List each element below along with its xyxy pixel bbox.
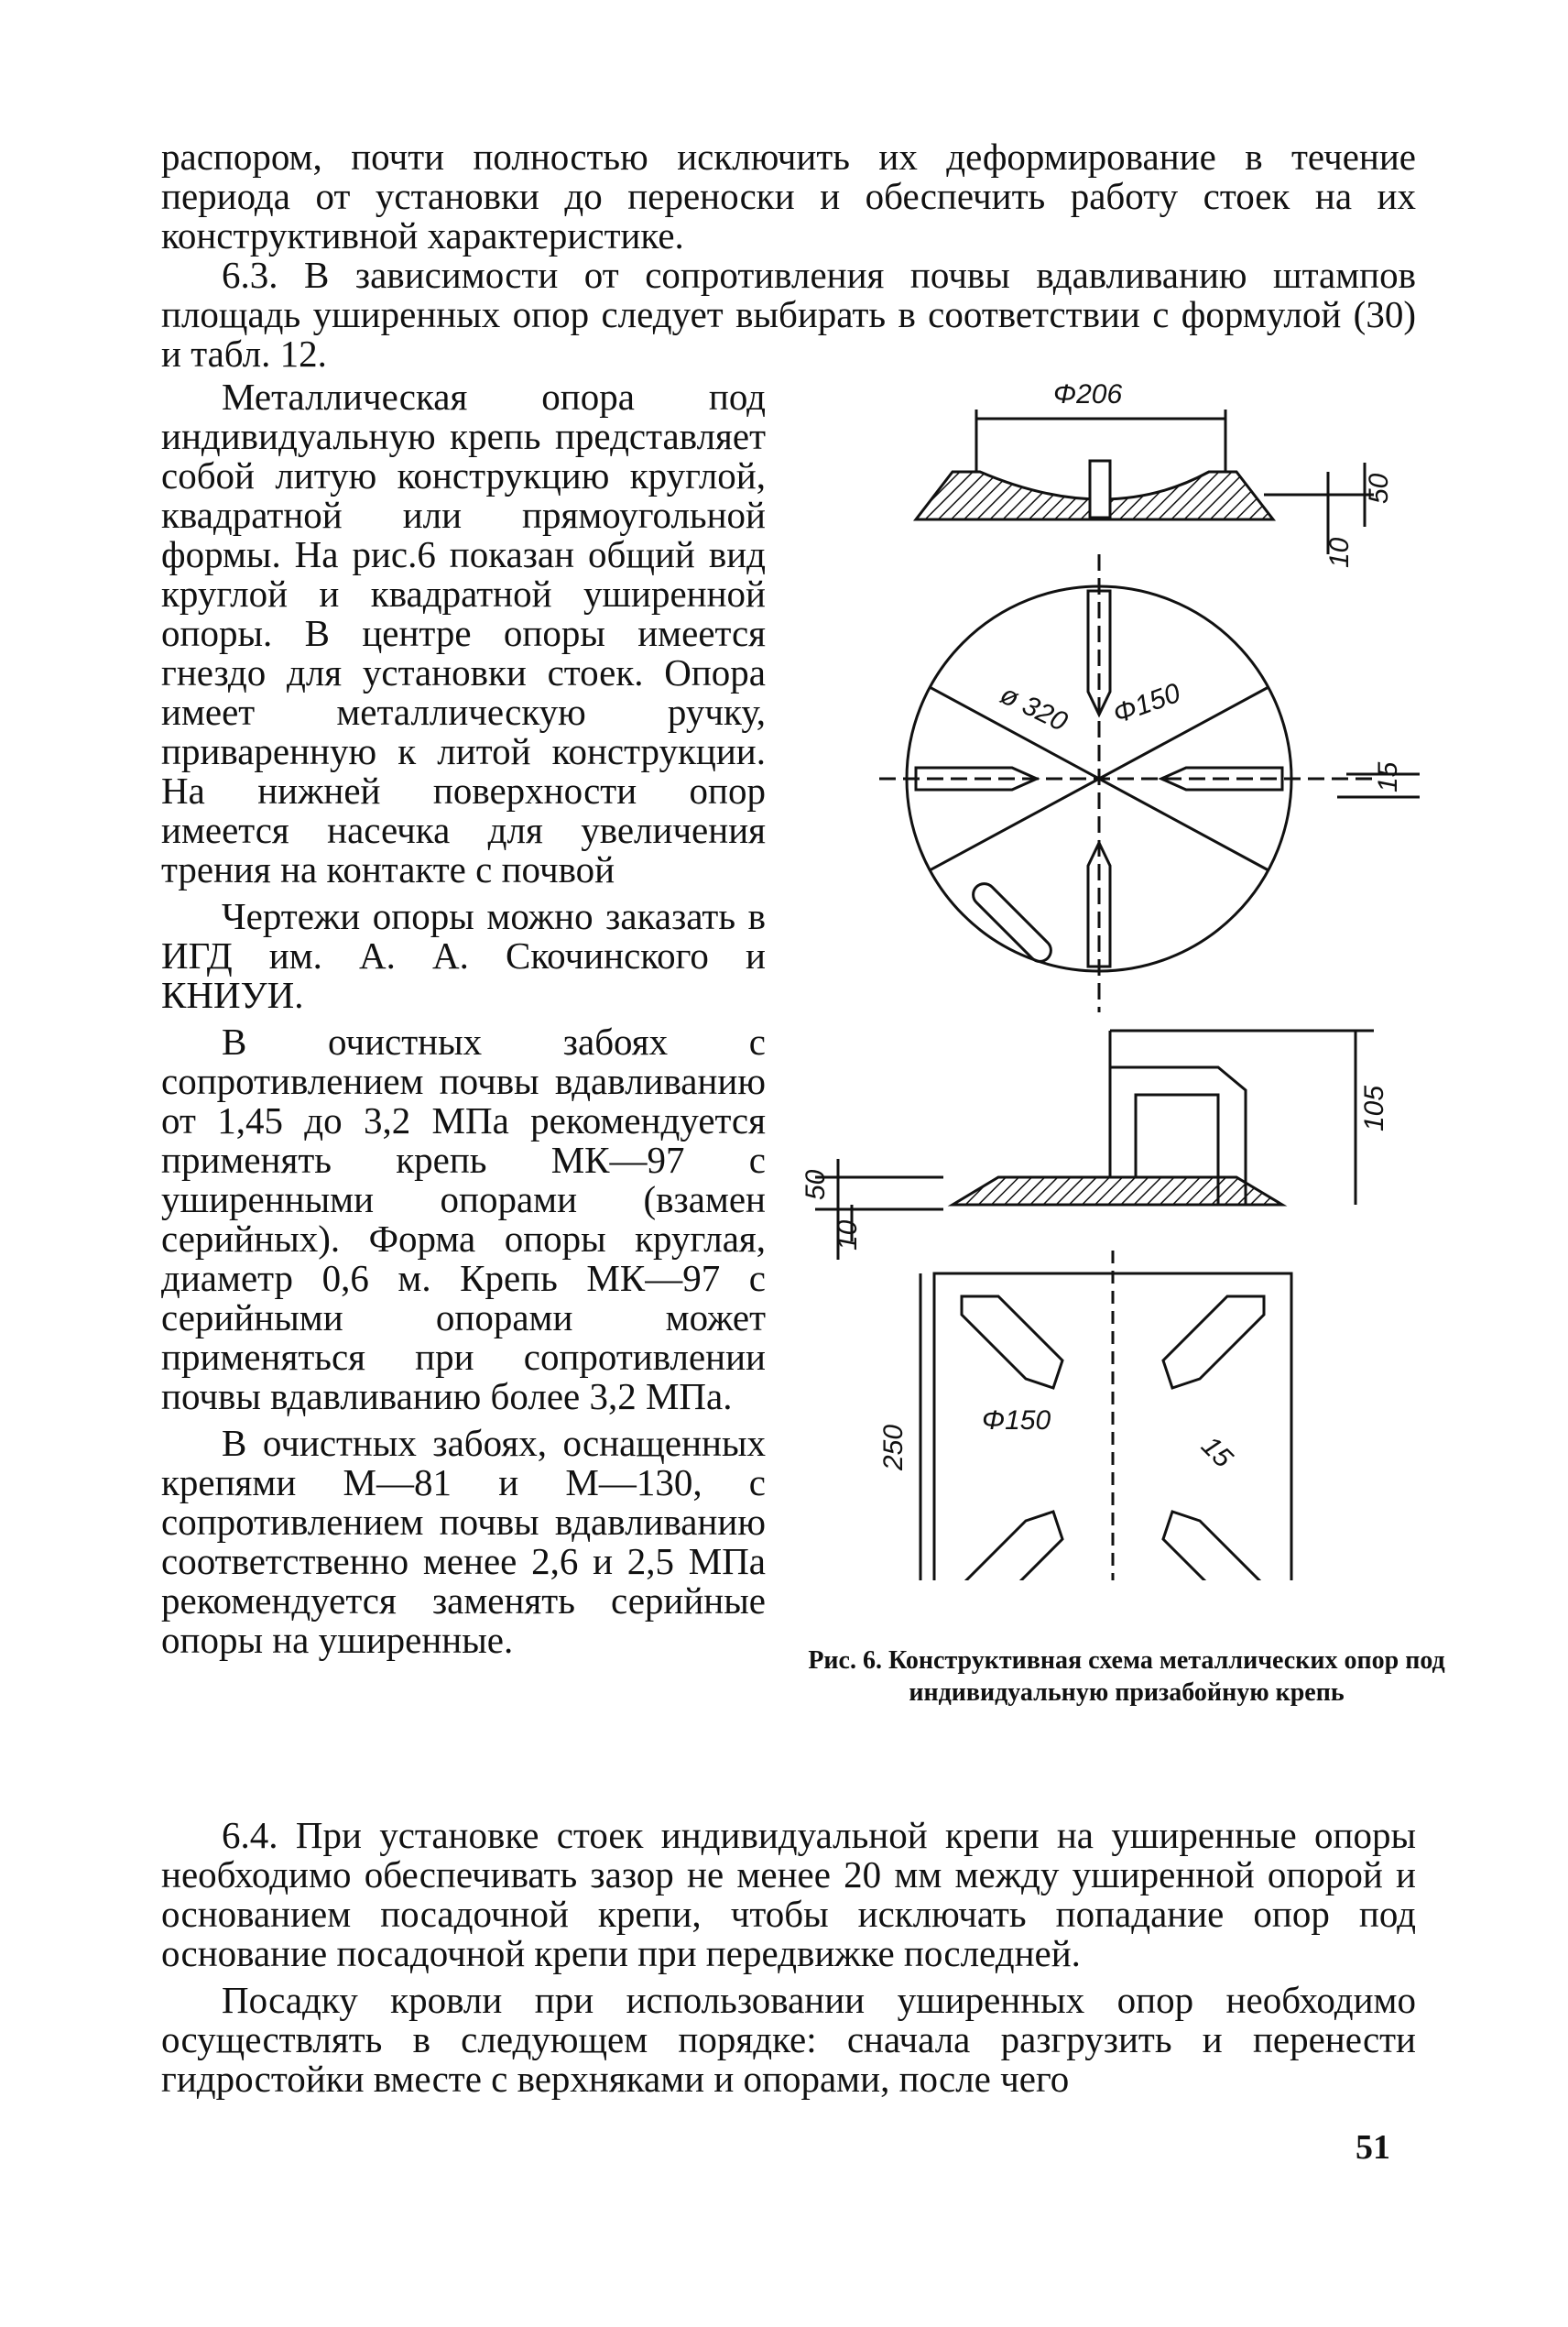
left-column	[161, 377, 766, 1667]
center-socket-top	[1090, 461, 1110, 518]
left-paragraph-1: Металлическая опора под индивидуальную крепь представляет собой литую конструкцию круглой, квадратной или прямоугольной формы. На рис.6 показан общий вид круглой и квадратной уширенной опоры. В центре опоры имеется гнездо для установки стоек. Опора имеет металлическую ручку, приваренную к литой конструкции. На нижней поверхности опор имеется насечка для увеличения трения на контакте с почвой	[161, 376, 766, 890]
page-number: 51	[1356, 2128, 1390, 2167]
square-rib-bottom-right	[1163, 1512, 1264, 1580]
dim-h105: 105	[1359, 1085, 1389, 1131]
dim-w15-round: 15	[1373, 761, 1403, 792]
dim-w15-square: 15	[1195, 1430, 1238, 1474]
figure-6-drawing	[788, 371, 1447, 1580]
paragraph-6-3: 6.3. В зависимости от сопротивления почвы вдавливанию штампов площадь уширенных опор следует выбирать в соответствии с формулой (30) и табл. 12.	[161, 254, 1416, 375]
top-paragraph: распором, почти полностью исключить их деформирование в течение периода от установки до переноски и обеспечить работу стоек на их конструктивной характеристике.	[161, 136, 1416, 257]
paragraph-roof: Посадку кровли при использовании уширенных опор необходимо осуществлять в следующем порядке: сначала разгрузить и перенести гидростойки вместе с верхняками и опорами, после чего	[161, 1979, 1416, 2100]
square-rib-bottom-left	[962, 1512, 1062, 1580]
square-rib-top-left	[962, 1296, 1062, 1388]
left-paragraph-4: В очистных забоях, оснащенных крепями М—81 и М—130, с сопротивлением почвы вдавливанию соответственно менее 2,6 и 2,5 МПа рекомендуется заменять серийные опоры на уширенные.	[161, 1422, 766, 1661]
dim-h50-top: 50	[1364, 473, 1394, 504]
left-paragraph-3: В очистных забоях с сопротивлением почвы вдавливанию от 1,45 до 3,2 МПа рекомендуется применять крепь МК—97 с уширенными опорами (взамен серийных). Форма опоры круглая, диаметр 0,6 м. Крепь МК—97 с серийными опорами может применяться при сопротивлении почвы вдавливанию более 3,2 МПа.	[161, 1021, 766, 1417]
left-paragraph-2: Чертежи опоры можно заказать в ИГД им. А. А. Скочинского и КНИУИ.	[161, 895, 766, 1016]
bottom-text-block	[161, 1816, 1416, 2099]
dim-h10-top: 10	[1324, 537, 1355, 568]
dim-d150-round: Φ150	[1109, 677, 1185, 730]
dim-side250-vertical: 250	[878, 1424, 909, 1470]
paragraph-6-4: 6.4. При установке стоек индивидуальной крепи на уширенные опоры необходимо обеспечивать зазор не менее 20 мм между уширенной опорой и основанием посадочной крепи, чтобы исключать попадание опор под основание посадочной крепи при передвижке последней.	[161, 1814, 1416, 1974]
dim-h10-square: 10	[833, 1219, 863, 1251]
top-text-block	[161, 137, 1416, 374]
dim-h50-square: 50	[800, 1169, 831, 1200]
square-rib-top-right	[1163, 1296, 1264, 1388]
dim-d206: Φ206	[1053, 379, 1123, 410]
round-handle	[969, 879, 1056, 967]
figure-caption: Рис. 6. Конструктивная схема металлических опор под индивидуальную призабойную крепь	[808, 1646, 1445, 1707]
dim-d320: ø 320	[995, 679, 1073, 737]
square-support-section	[953, 1177, 1282, 1205]
dim-d150-square: Φ150	[982, 1405, 1051, 1436]
